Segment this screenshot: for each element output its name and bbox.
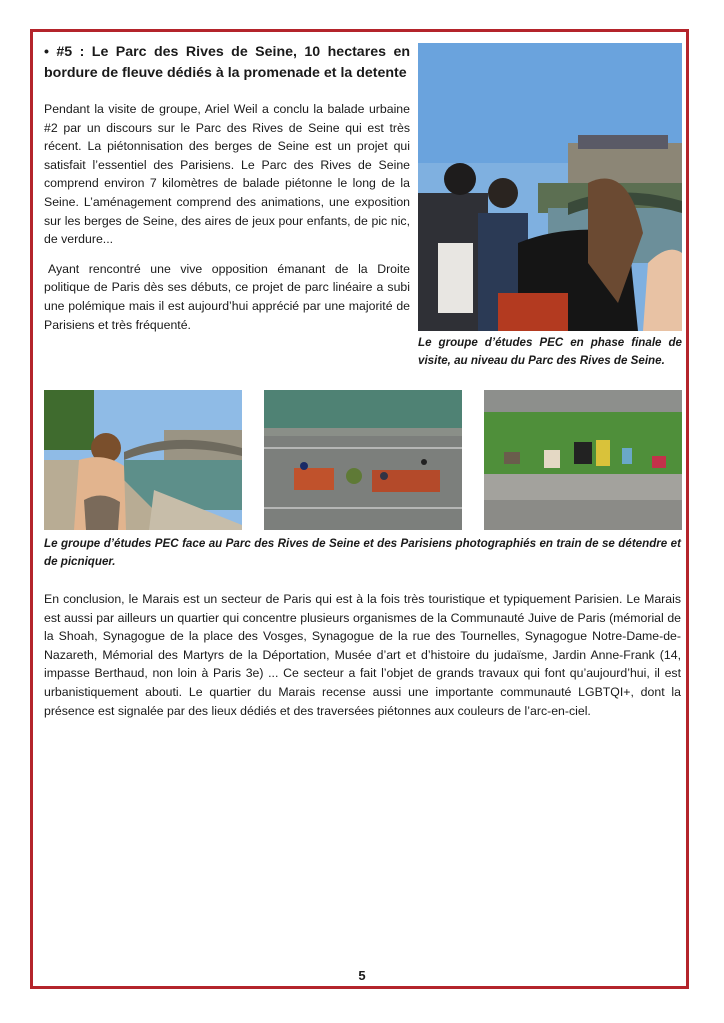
intro-text: [44, 100, 410, 345]
photo-group-riverbank: [418, 43, 682, 331]
section-title: • #5 : Le Parc des Rives de Seine, 10 hectares en bordure de fleuve dédiés à la promenade et la detente: [44, 44, 410, 81]
page-number: 5: [358, 968, 366, 983]
caption-main-photo: Le groupe d’études PEC en phase finale de visite, au niveau du Parc des Rives de Seine.: [418, 336, 682, 367]
conclusion-text: En conclusion, le Marais est un secteur de Paris qui est à la fois très touristique et typiquement Parisien. Le Marais est aussi par ailleurs un quartier qui concentre plusieurs organismes de la Communauté Juive de Paris (mémorial de la Shoah, Synagogue de la place des Vosges, Synagogue de la rue des Tournelles, Synagogue Notre-Dame-de-Nazareth, Mémorial des Martyrs de la Déportation, Musée d’art et d’histoire du judaïsme, Jardin Anne-Frank (14, impasse Berthaud, non loin à Paris 3e) ... Ce secteur a fait l’objet de grands travaux qui font qu’aujourd’hui, il est urbanistiquement abouti. Le quartier du Marais recense aussi une importante communauté LGBTQI+, dont la présence est signalée par des lieux dédiés et des traversées piétonnes aux couleurs de l’arc-en-ciel.: [44, 592, 681, 718]
photo-woman-by-river: [44, 390, 242, 530]
caption-photo-row: Le groupe d’études PEC face au Parc des Rives de Seine et des Parisiens photographiés en train de se détendre et de picniquer.: [44, 537, 681, 568]
photo-quay-picnic-tables: [264, 390, 462, 530]
photo-lawn-picnickers: [484, 390, 682, 530]
intro-paragraph-1: Pendant la visite de groupe, Ariel Weil a conclu la balade urbaine #2 par un discours sur le Parc des Rives de Seine qui est très récent. La piétonnisation des berges de Seine est un projet qui satisfait l’essentiel des Parisiens. Le Parc des Rives de Seine comprend environ 7 kilomètres de balade piétonne le long de la Seine. L’aménagement comprend des animations, une exposition sur les berges de Seine, des aires de jeux pour enfants, de pic nic, de verdure...: [44, 102, 410, 247]
intro-paragraph-2: Ayant rencontré une vive opposition émanant de la Droite politique de Paris dès ses débuts, ce projet de parc linéaire a subi une polémique mais il est aujourd’hui apprécié par une majorité de Parisiens et très fréquenté.: [44, 261, 410, 332]
